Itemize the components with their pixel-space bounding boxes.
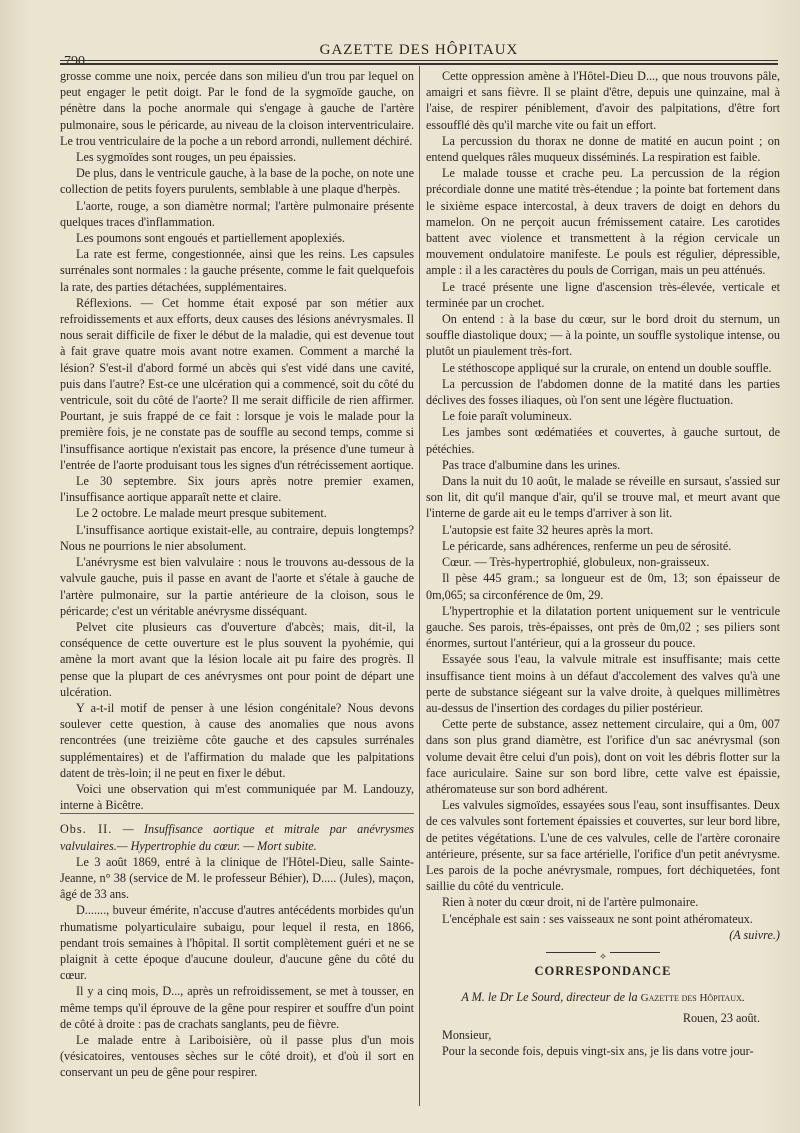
header-rule	[60, 60, 778, 61]
paragraph: Le stéthoscope appliqué sur la crurale, on entend un double souffle.	[442, 360, 772, 375]
paragraph: Cette perte de substance, assez nettement circulaire, qui a 0m, 007 dans son plus grand diamètre, est l'orifice d'un sac anévrysmal (son volume devait être celui d'un pois), dont on voit les débris flotter sur la face auriculaire. Saine sur son bord libre, cette valve est épaissie, athéromateuse sur son bord adhérent.	[426, 717, 780, 796]
observation-heading	[60, 813, 414, 853]
journal-title: GAZETTE DES HÔPITAUX	[319, 42, 519, 58]
observation-label: Obs. II.	[60, 822, 113, 837]
paragraph: Réflexions. — Cet homme était exposé par son métier aux refroidissements et aux efforts, deux causes des lésions anévrysmales. Il nous serait difficile de fixer le début de la maladie, qui est devenue tout à fait grave quatre mois avant notre examen. Comment a marché la lésion? S'est-il d'abord formé un abcès qui s'est vidé dans une cavité, puis dans l'autre? Est-ce une ulcération qui a commencé, soit du côté du ventricule, soit du côté de l'aorte? Il me serait difficile de rien affirmer. Pourtant, je suis frappé de ce fait : lorsque je vois le malade pour la première fois, je ne constate pas de souffle au second temps, comme si l'insuffisance aortique n'existait pas encore, la présence d'une tumeur à l'entrée de l'aorte produisant tous les signes d'un rétrécissement aortique.	[60, 295, 414, 472]
paragraph: La percussion de l'abdomen donne de la matité dans les parties déclives des fosses iliaques, où l'on sent une légère fluctuation.	[426, 376, 780, 408]
paragraph: L'insuffisance aortique existait-elle, au contraire, depuis longtemps? Nous ne pourrions le nier absolument.	[60, 522, 414, 553]
paragraph: L'anévrysme est bien valvulaire : nous le trouvons au-dessous de la valvule gauche, puis il passe en avant de l'aorte et s'étale à gauche de l'artère pulmonaire, sur la partie antérieure de la cloison, sous le péricarde; c'est un véritable anévrysme disséquant.	[60, 555, 414, 618]
paragraph: Pas trace d'albumine dans les urines.	[442, 457, 621, 472]
paragraph: Le foie paraît volumineux.	[442, 409, 572, 424]
paragraph: Le péricarde, sans adhérences, renferme un peu de sérosité.	[442, 538, 732, 553]
paragraph: Le 2 octobre. Le malade meurt presque subitement.	[76, 506, 327, 521]
letter-body: Pour la seconde fois, depuis vingt-six ans, je lis dans votre jour-	[442, 1043, 754, 1058]
paragraph: D......., buveur émérite, n'accuse d'autres antécédents morbides qu'un rhumatisme polyarticulaire subaigu, pour lequel il resta, en 1866, pendant trois semaines à l'hôpital. Il sortit complètement guéri et ne se plaignit à cette époque d'aucune douleur, d'aucune gêne du côté du cœur.	[60, 903, 414, 983]
paragraph: Essayée sous l'eau, la valvule mitrale est insuffisante; mais cette insuffisance tient moins à un défaut d'accolement des valves qu'à une perte de substance siégeant sur la valve droite, à quelques millimètres au-dessus de l'insertion des cordages du pilier postérieur.	[426, 652, 780, 715]
paragraph: Il pèse 445 gram.; sa longueur est de 0m, 13; son épaisseur de 0m,065; sa circonférence de 0m, 29.	[426, 571, 780, 602]
right-column	[426, 68, 780, 1059]
paragraph: Dans la nuit du 10 août, le malade se réveille en sursaut, s'assied sur son lit, dit qu'il manque d'air, qu'il se trouve mal, et meurt avant que l'interne de garde ait eu le temps d'arriver à son lit.	[426, 474, 780, 521]
paragraph: Rien à noter du cœur droit, ni de l'artère pulmonaire.	[442, 895, 699, 910]
paragraph: Cœur. — Très-hypertrophié, globuleux, non-graisseux.	[442, 555, 710, 570]
header-rule-double	[60, 63, 778, 65]
letter-heading	[426, 989, 780, 1006]
paragraph: De plus, dans le ventricule gauche, à la base de la poche, on note une collection de petits foyers purulents, semblable à une plaque d'herpès.	[60, 166, 414, 197]
section-separator	[426, 947, 780, 961]
paragraph: L'aorte, rouge, a son diamètre normal; l'artère pulmonaire présente quelques traces d'inflammation.	[60, 198, 414, 229]
letter-place-date: Rouen, 23 août.	[682, 1011, 760, 1026]
paragraph: La percussion du thorax ne donne de matité en aucun point ; on entend quelques râles muqueux disséminés. La respiration est faible.	[426, 133, 780, 165]
paragraph: Cette oppression amène à l'Hôtel-Dieu D..., que nous trouvons pâle, amaigri et sans fièvre. Il se plaint d'être, depuis une quinzaine, mal à l'aise, de respirer péniblement, d'avoir des palpitations, d'être fort essoufflé dès qu'il marche vite ou fait un effort.	[426, 69, 780, 132]
section-title: CORRESPONDANCE	[534, 963, 672, 978]
paragraph: Le 3 août 1869, entré à la clinique de l'Hôtel-Dieu, salle Sainte-Jeanne, n° 38 (service de M. le professeur Béhier), D..... (Jules), maçon, âgé de 33 ans.	[60, 854, 414, 902]
paragraph: Les jambes sont œdématiées et couvertes, à gauche surtout, de pétéchies.	[426, 425, 780, 456]
column-divider	[419, 66, 420, 1106]
paragraph: grosse comme une noix, percée dans son milieu d'un trou par lequel on peut engager le petit doigt. Par le fond de la sygmoïde gauche, on pénètre dans la poche anormale qui s'engage à gauche de l'artère pulmonaire, sous le péricarde, au niveau de la cloison interventriculaire. Le trou ventriculaire de la poche a un rebord arrondi, nullement déchiré.	[60, 69, 414, 148]
paragraph: Le 30 septembre. Six jours après notre premier examen, l'insuffisance aortique apparaît nette et claire.	[60, 474, 414, 505]
paragraph: Il y a cinq mois, D..., après un refroidissement, se met à tousser, en même temps qu'il éprouve de la gêne pour respirer et souffre d'un point de côté à droite : pas de crachats sanglants, peu de fièvre.	[60, 984, 414, 1031]
page-number: 790	[64, 54, 85, 69]
to-be-continued: (A suivre.)	[729, 927, 780, 942]
paragraph: Y a-t-il motif de penser à une lésion congénitale? Nous devons soulever cette question, à cause des anomalies que nous avons rencontrées (une treizième côte gauche et des capsules surrénales supplémentaires) et de l'affirmation du malade que les palpitations datent de très-loin; il ne peut en fixer le début.	[60, 700, 414, 780]
letter-recipient: A M. le Dr Le Sourd, directeur de la	[461, 990, 638, 1005]
paragraph: La rate est ferme, congestionnée, ainsi que les reins. Les capsules surrénales sont normales : la gauche présente, comme le fait quelquefois la rate, des parties détachées, supplémentaires.	[60, 247, 414, 294]
paragraph: On entend : à la base du cœur, sur le bord droit du sternum, un souffle diastolique doux; — à la pointe, un souffle systolique intense, ou plutôt un piaulement très-fort.	[426, 312, 780, 359]
paragraph: L'autopsie est faite 32 heures après la mort.	[442, 522, 654, 537]
paragraph: L'encéphale est sain : ses vaisseaux ne sont point athéromateux.	[442, 911, 753, 926]
paragraph: Voici une observation qui m'est communiquée par M. Landouzy, interne à Bicêtre.	[60, 781, 414, 813]
paragraph: Les valvules sigmoïdes, essayées sous l'eau, sont insuffisantes. Deux de ces valvules sont fortement épaissies et couvertes, sur leur bord libre, de petites végétations. L'une de ces valvules, celle de l'artère coronaire antérieure, présente, sur sa face artérielle, l'orifice d'un petit anévrysme. Les parois de la poche anévrysmale, rompues, fort déchiquetées, font saillie du côté du ventricule.	[426, 798, 780, 894]
paragraph: Le malade tousse et crache peu. La percussion de la région précordiale donne une matité très-étendue ; la pointe bat fortement dans le sixième espace intercostal, à deux travers de doigt en dehors du mamelon. On ne perçoit aucun frémissement cataire. Les carotides battent avec violence et transmettent à la région cervicale un mouvement ondulatoire manifeste. Le pouls est régulier, dépressible, ample : il a les caractères du pouls de Corrigan, mais un peu atténués.	[426, 166, 780, 278]
left-column	[60, 68, 414, 1081]
observation-title: — Insuffisance aortique et mitrale par anévrysmes valvulaires.— Hypertrophie du cœur. — Mort subite.	[60, 822, 414, 853]
paragraph: Le tracé présente une ligne d'ascension très-élevée, verticale et terminée par un crochet.	[426, 279, 780, 310]
paragraph: Les sygmoïdes sont rouges, un peu épaissies.	[76, 150, 297, 165]
paragraph: Les poumons sont engoués et partiellement apoplexiés.	[76, 231, 346, 246]
paragraph: Le malade entre à Lariboisière, où il passe plus d'un mois (vésicatoires, ventouses sèches sur le côté droit), et d'où il sort en conservant un peu de gêne pour respirer.	[60, 1032, 414, 1080]
paragraph: L'hypertrophie et la dilatation portent uniquement sur le ventricule gauche. Ses parois, très-épaisses, ont près de 0m,02 ; ses piliers sont énormes, surtout l'antérieur, qui a la grosseur du pouce.	[426, 603, 780, 651]
paragraph: Pelvet cite plusieurs cas d'ouverture d'abcès; mais, dit-il, la conséquence de cette ouverture est le plus souvent la pyohémie, qui amène la mort avant que la lésion locale ait pu faire des progrès. Il pense que la plupart de ces anévrysmes ont pour point de départ une ulcération.	[60, 619, 414, 699]
letter-salutation: Monsieur,	[442, 1027, 492, 1042]
separator-ornament: ⟡	[596, 951, 610, 961]
letter-journal-name: Gazette des Hôpitaux.	[640, 992, 745, 1005]
